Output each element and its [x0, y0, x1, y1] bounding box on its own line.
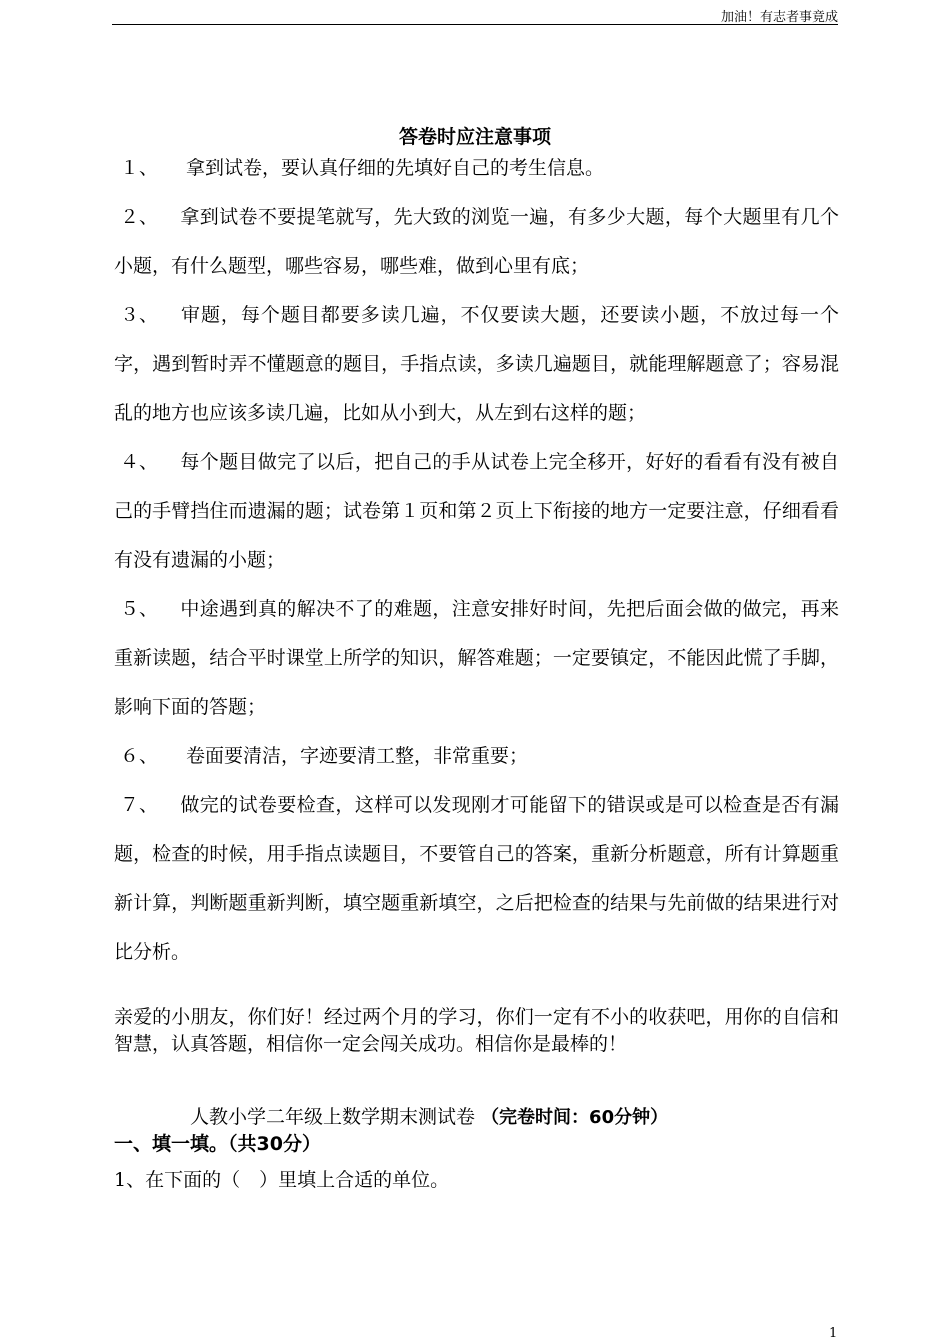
- exam-name: 人教小学二年级上数学期末测试卷: [190, 1106, 476, 1128]
- note-text: 中途遇到真的解决不了的难题，注意安排好时间，先把后面会做的做完，再来重新读题，结合平时课堂上所学的知识，解答难题；一定要镇定，不能因此慌了手脚，影响下面的答题；: [114, 598, 839, 718]
- note-item: [114, 144, 839, 193]
- note-item: [114, 781, 839, 977]
- notes-list: [114, 144, 839, 977]
- exam-time: （完卷时间：60分钟）: [481, 1107, 669, 1128]
- note-item: [114, 291, 839, 438]
- note-text: 每个题目做完了以后，把自己的手从试卷上完全移开，好好的看看有没有被自己的手臂挡住而遗漏的题；试卷第１页和第２页上下衔接的地方一定要注意，仔细看看有没有遗漏的小题；: [114, 451, 839, 571]
- note-number: ４、: [120, 451, 159, 473]
- note-number: ３、: [120, 304, 159, 326]
- note-text: 审题，每个题目都要多读几遍，不仅要读大题，还要读小题，不放过每一个字，遇到暂时弄不懂题意的题目，手指点读，多读几遍题目，就能理解题意了；容易混乱的地方也应该多读几遍，比如从小到大，从左到右这样的题；: [114, 304, 839, 424]
- note-number: １、: [120, 157, 159, 179]
- note-number: ５、: [120, 598, 159, 620]
- note-text: 拿到试卷，要认真仔细的先填好自己的考生信息。: [186, 157, 605, 179]
- note-item: [114, 438, 839, 585]
- note-number: ７、: [120, 794, 159, 816]
- note-item: [114, 732, 839, 781]
- question-text: 1、在下面的（ ）里填上合适的单位。: [114, 1169, 450, 1191]
- note-text: 做完的试卷要检查，这样可以发现刚才可能留下的错误或是可以检查是否有漏题，检查的时候，用手指点读题目，不要管自己的答案，重新分析题意，所有计算题重新计算，判断题重新判断，填空题重新填空，之后把检查的结果与先前做的结果进行对比分析。: [114, 794, 839, 963]
- note-text: 拿到试卷不要提笔就写，先大致的浏览一遍，有多少大题，每个大题里有几个小题，有什么题型，哪些容易，哪些难，做到心里有底；: [114, 206, 839, 277]
- note-item: [114, 193, 839, 291]
- page-title: 答卷时应注意事项: [398, 126, 551, 148]
- note-number: ２、: [120, 206, 159, 228]
- note-item: [114, 585, 839, 732]
- section-heading: 一、填一填。（共30分）: [114, 1133, 321, 1155]
- header-note: 加油！有志者事竟成: [720, 10, 838, 25]
- note-text: 卷面要清洁，字迹要清工整，非常重要；: [186, 745, 529, 767]
- page-number: 1: [829, 1326, 838, 1341]
- header-divider: [112, 24, 838, 25]
- exam-title: [190, 1102, 668, 1129]
- greeting-paragraph: 亲爱的小朋友，你们好！经过两个月的学习，你们一定有不小的收获吧，用你的自信和智慧，认真答题，相信你一定会闯关成功。相信你是最棒的！: [114, 1006, 839, 1055]
- note-number: ６、: [120, 745, 159, 767]
